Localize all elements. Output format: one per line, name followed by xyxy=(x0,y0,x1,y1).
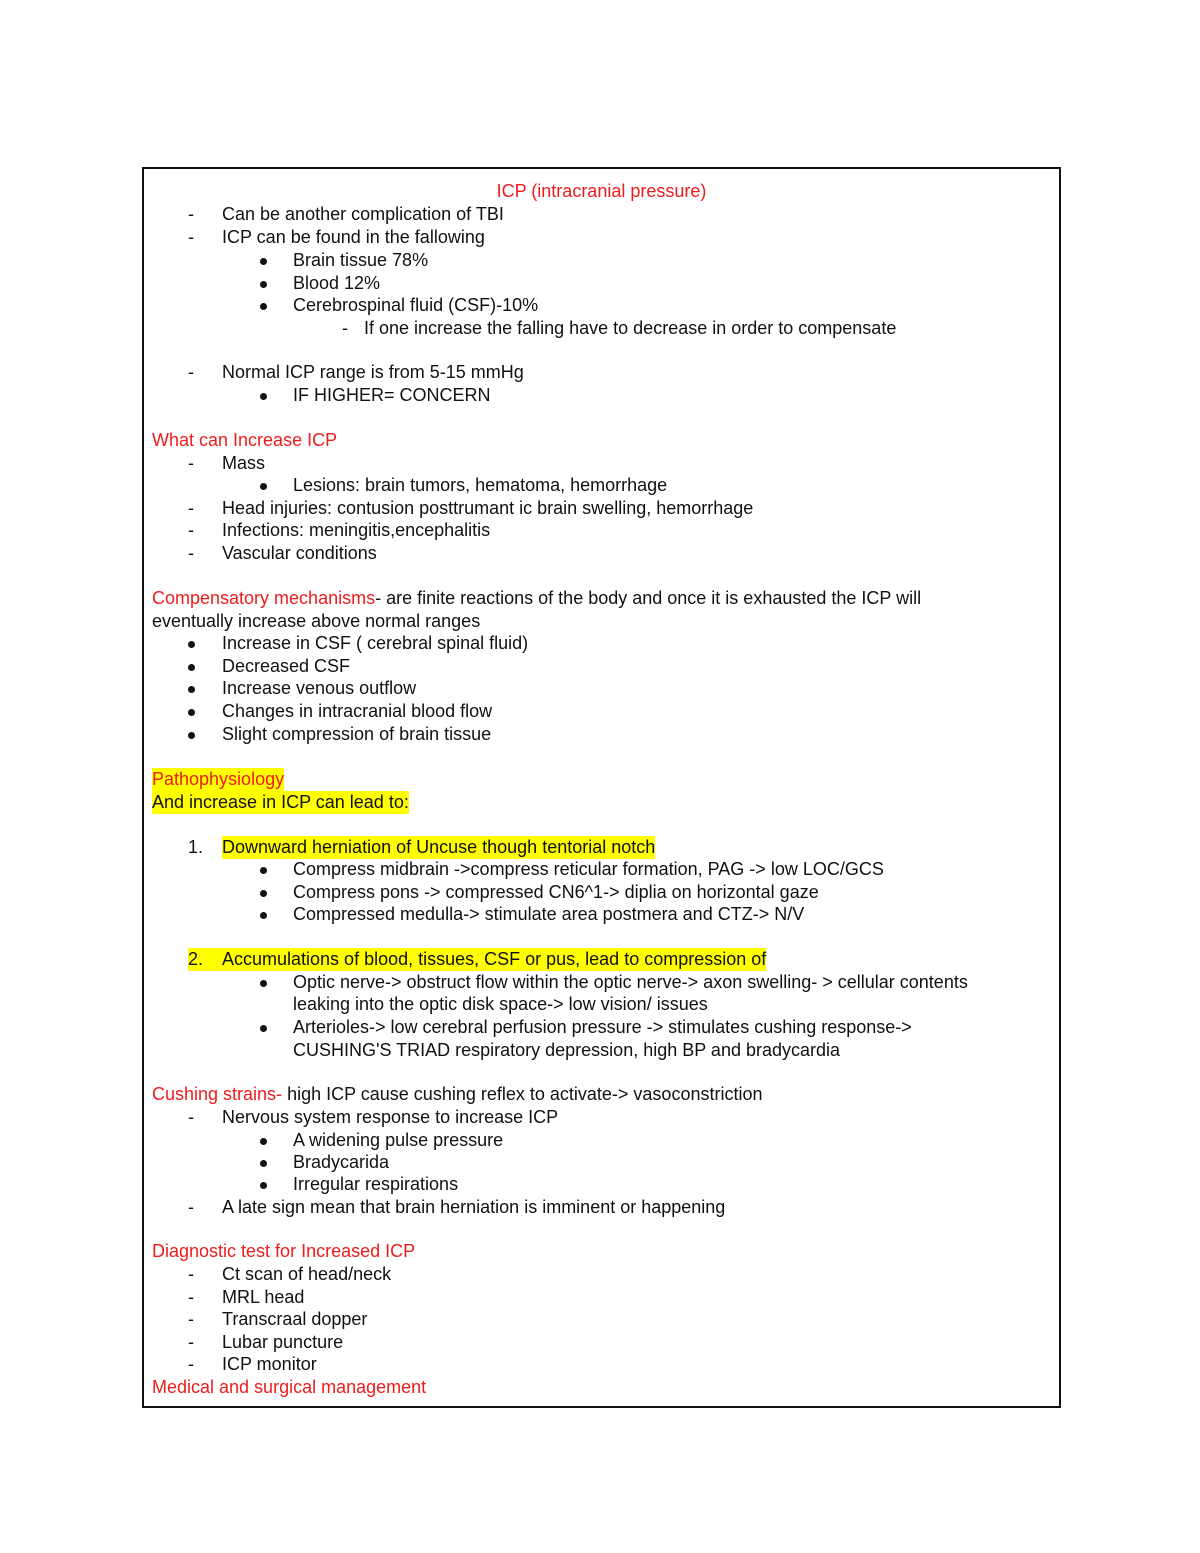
bullet-icon xyxy=(260,483,267,490)
compensatory-paragraph-cont: eventually increase above normal ranges xyxy=(152,611,481,631)
bullet-icon xyxy=(260,1025,267,1032)
bullet-icon xyxy=(188,732,195,739)
section-heading-cushing: Cushing strains- xyxy=(152,1084,283,1104)
bullet-icon xyxy=(260,303,267,310)
bullet-icon xyxy=(188,664,195,671)
section-heading-diagnostic: Diagnostic test for Increased ICP xyxy=(152,1241,416,1261)
document-title: ICP (intracranial pressure) xyxy=(496,181,707,201)
bullet-icon xyxy=(260,1160,267,1167)
bullet-icon xyxy=(260,1182,267,1189)
section-heading-pathophysiology: Pathophysiology xyxy=(152,769,285,789)
notes-box: ICP (intracranial pressure) - Can be another complication of TBI - ICP can be found in the fallowing Brain tissue 78% Blood 12% Cerebrospinal fluid (CSF)-10% - If one increase the falling have to decrease in order to compensate - Normal ICP range is from 5-15 mmHg IF HIGHER= CONCERN What can Increase ICP - Mass Lesions: brain tumors, hematoma, hemorrhage - Head injuries: contusion posttrumant ic brain swelling, hemorrhage - Infections: meningitis,encephalitis - Vascular conditions Compensatory mechanisms- are finite reactions of the body and once it is exhausted the ICP will eventually increase above normal ranges Increase in CSF ( cerebral spinal fluid) Decreased CSF Increase venous outflow Changes in intracranial blood flow Slight compression of brain tissue Pathophysiology And increase in ICP can lead to: 1. Downward herniation of Uncuse though tentorial notch Compress midbrain ->compress reticular formation, PAG -> low LOC/GCS Compress pons -> compressed CN6^1-> diplia on horizontal gaze Compressed medulla-> stimulate area postmera and CTZ-> N/V 2. Accumulations of blood, tissues, CSF or pus, lead to compression of Optic nerve-> obstruct flow within the optic nerve-> axon swelling- > cellular contents leaking into the optic disk space-> low vision/ issues Arterioles-> low cerebral perfusion pressure -> stimulates cushing response-> CUSHING'S TRIAD respiratory depression, high BP and bradycardia Cushing strains- high ICP cause cushing reflex to activate-> vasoconstriction - Nervous system response to increase ICP A widening pulse pressure Bradycarida Irregular respirations - A late sign mean that brain herniation is imminent or happening Diagnostic test for Increased ICP - Ct scan of head/neck - MRL head - Transcraal dopper - Lubar puncture - ICP monitor Medical and surgical management xyxy=(142,167,1061,1408)
bullet-icon xyxy=(260,281,267,288)
bullet-icon xyxy=(188,641,195,648)
section-heading-increase: What can Increase ICP xyxy=(152,430,338,450)
bullet-icon xyxy=(260,912,267,919)
section-heading-management: Medical and surgical management xyxy=(152,1377,427,1397)
bullet-icon xyxy=(188,686,195,693)
bullet-icon xyxy=(260,890,267,897)
bullet-icon xyxy=(260,867,267,874)
bullet-icon xyxy=(260,393,267,400)
section-heading-compensatory: Compensatory mechanisms xyxy=(152,588,376,608)
bullet-icon xyxy=(260,980,267,987)
bullet-icon xyxy=(260,258,267,265)
bullet-icon xyxy=(260,1138,267,1145)
compensatory-paragraph: Compensatory mechanisms- are finite reactions of the body and once it is exhausted the ICP will xyxy=(152,588,922,608)
pathophysiology-subheading: And increase in ICP can lead to: xyxy=(152,792,409,812)
cushing-paragraph: Cushing strains- high ICP cause cushing reflex to activate-> vasoconstriction xyxy=(152,1084,763,1104)
bullet-icon xyxy=(188,709,195,716)
